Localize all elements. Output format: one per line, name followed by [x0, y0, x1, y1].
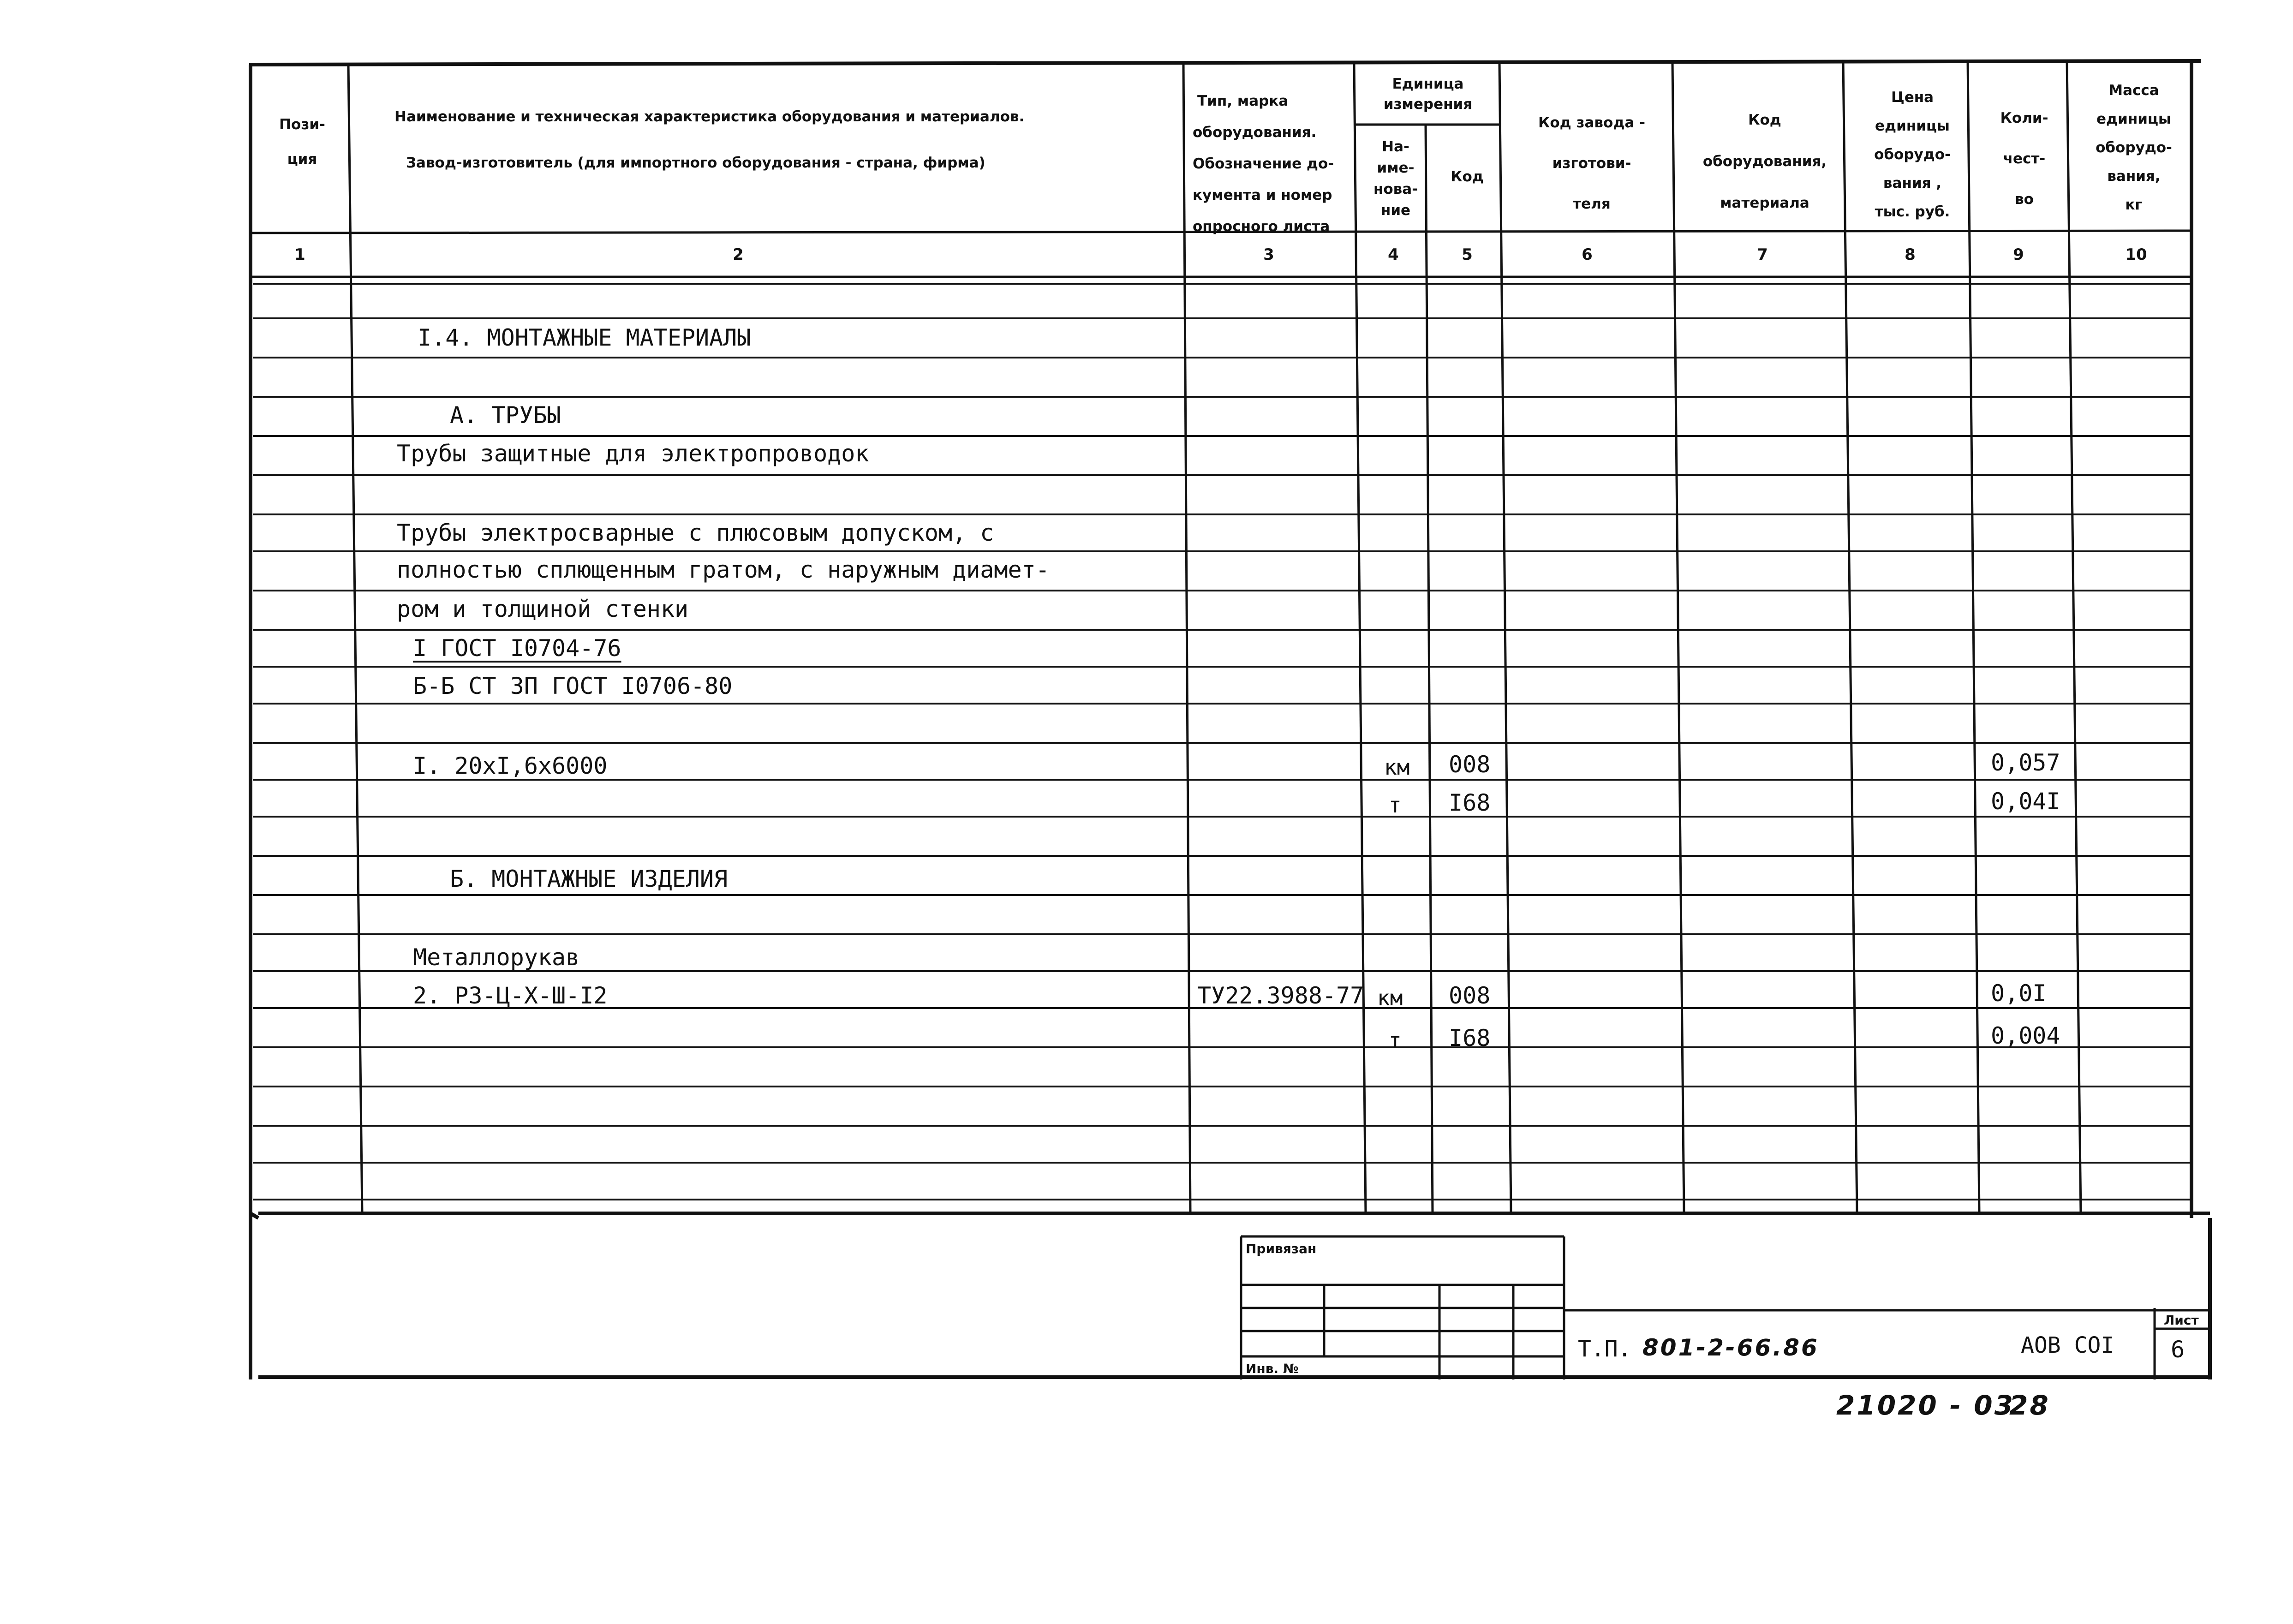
subsection-pipes: А. ТРУБЫ — [450, 402, 561, 429]
header-quantity-line-2: чест- — [2003, 150, 2046, 167]
pipes-description-line-3: ром и толщиной стенки — [397, 596, 689, 622]
handwritten-order-number: 21020 - 03 — [1836, 1390, 2015, 1421]
item-1-code-2: I68 — [1449, 789, 1491, 816]
item-1-unit-t: т — [1389, 793, 1402, 818]
column-number-5: 5 — [1462, 245, 1473, 264]
header-material-code-line-1: Код — [1748, 112, 1781, 128]
column-number-9: 9 — [2013, 245, 2024, 264]
item-2-quantity-1: 0,0I — [1991, 980, 2047, 1007]
item-2-type: ТУ22.3988-77 — [1197, 982, 1364, 1009]
handwritten-page-number: 28 — [2009, 1390, 2050, 1421]
header-quantity-line-3: во — [2015, 191, 2034, 208]
item-1-name: I. 20хI,6х6000 — [413, 752, 608, 779]
header-unit-name — [1363, 136, 1428, 221]
header-price-line-3: оборудо- — [1874, 146, 1951, 163]
item-1-quantity-2: 0,04I — [1991, 788, 2060, 815]
header-price-line-5: тыс. руб. — [1875, 203, 1950, 220]
header-price-line-4: вания , — [1883, 175, 1942, 191]
item-1-unit-km: км — [1384, 755, 1410, 780]
column-number-3: 3 — [1263, 245, 1274, 264]
header-factory-code-line-2: изготови- — [1552, 155, 1631, 172]
header-unit-name-line-1: На- — [1382, 138, 1409, 155]
header-price-line-2: единицы — [1875, 118, 1950, 134]
header-type — [1193, 85, 1352, 242]
header-mass-line-3: оборудо- — [2096, 139, 2172, 156]
header-type-line-2: оборудования. — [1193, 124, 1317, 141]
header-price — [1850, 83, 1975, 226]
item-1-quantity-1: 0,057 — [1991, 749, 2060, 776]
stamp-sheet-number: 6 — [2171, 1336, 2185, 1363]
pipes-description-line-1: Трубы электросварные с плюсовым допуском, с — [397, 519, 994, 546]
pipes-protective: Трубы защитные для электропроводок — [397, 440, 869, 467]
stamp-document-code: АОВ СОI — [2021, 1332, 2114, 1358]
header-mass — [2074, 76, 2194, 219]
subsection-mounting-items: Б. МОНТАЖНЫЕ ИЗДЕЛИЯ — [450, 866, 728, 892]
column-number-7: 7 — [1757, 245, 1768, 264]
header-position — [261, 118, 344, 167]
header-mass-line-1: Масса — [2108, 82, 2159, 99]
header-mass-line-5: кг — [2125, 197, 2143, 213]
stamp-inventory-label: Инв. № — [1246, 1361, 1299, 1376]
metal-sleeve: Металлорукав — [413, 944, 580, 971]
stamp-tp-number: 801-2-66.86 — [1642, 1334, 1819, 1361]
header-unit-name-line-2: име- — [1377, 160, 1415, 176]
header-type-line-3: Обозначение до- — [1193, 155, 1334, 172]
header-unit-group-line-2: измерения — [1383, 96, 1473, 113]
header-name-line-1: Наименование и техническая характеристика оборудования и материалов. — [394, 108, 1025, 125]
header-unit-group-line-1: Единица — [1392, 76, 1464, 92]
item-2-code-2: I68 — [1449, 1025, 1491, 1051]
header-type-line-5: опросного листа — [1193, 218, 1330, 235]
header-quantity — [1975, 98, 2074, 220]
column-number-2: 2 — [733, 245, 744, 264]
gost-line-2: Б-Б СТ ЗП ГОСТ I0706-80 — [413, 673, 733, 699]
item-2-code-1: 008 — [1449, 982, 1491, 1009]
gost-line-1: I ГОСТ I0704-76 — [413, 635, 621, 662]
item-2-quantity-2: 0,004 — [1991, 1022, 2060, 1049]
column-number-1: 1 — [294, 245, 305, 264]
item-2-name: 2. РЗ-Ц-Х-Ш-I2 — [413, 982, 608, 1009]
header-name-line-2: Завод-изготовитель (для импортного оборудования - страна, фирма) — [406, 155, 985, 171]
stamp-attached-label: Привязан — [1246, 1241, 1317, 1256]
header-material-code-line-3: материала — [1720, 195, 1809, 211]
header-factory-code — [1506, 102, 1677, 224]
header-mass-line-2: единицы — [2096, 111, 2171, 127]
header-unit-name-line-3: нова- — [1373, 181, 1418, 197]
item-1-code-1: 008 — [1449, 751, 1491, 778]
header-unit-name-line-4: ние — [1380, 202, 1411, 219]
section-title-mounting-materials: I.4. МОНТАЖНЫЕ МАТЕРИАЛЫ — [418, 324, 751, 351]
header-quantity-line-1: Коли- — [2000, 110, 2048, 126]
header-position-line-1: Пози- — [279, 116, 325, 133]
header-price-line-1: Цена — [1891, 89, 1934, 106]
column-number-8: 8 — [1905, 245, 1916, 264]
header-unit-group — [1359, 74, 1497, 114]
column-number-4: 4 — [1388, 245, 1399, 264]
header-position-line-2: ция — [287, 151, 317, 167]
stamp-tp-label: Т.П. — [1578, 1336, 1631, 1362]
column-number-10: 10 — [2125, 245, 2147, 264]
header-mass-line-4: вания, — [2107, 168, 2161, 185]
item-2-unit-t: т — [1389, 1028, 1402, 1053]
header-material-code — [1679, 99, 1850, 224]
item-2-unit-km: км — [1377, 985, 1403, 1010]
pipes-description-line-2: полностью сплющенным гратом, с наружным диамет- — [397, 556, 1050, 583]
column-number-6: 6 — [1582, 245, 1593, 264]
header-type-line-4: кумента и номер — [1193, 187, 1332, 203]
header-material-code-line-2: оборудования, — [1702, 153, 1827, 170]
header-type-line-1: Тип, марка — [1197, 93, 1289, 109]
header-factory-code-line-3: теля — [1573, 196, 1611, 212]
stamp-sheet-label: Лист — [2164, 1313, 2199, 1328]
header-unit-code: Код — [1451, 168, 1484, 185]
header-factory-code-line-1: Код завода - — [1538, 114, 1645, 131]
